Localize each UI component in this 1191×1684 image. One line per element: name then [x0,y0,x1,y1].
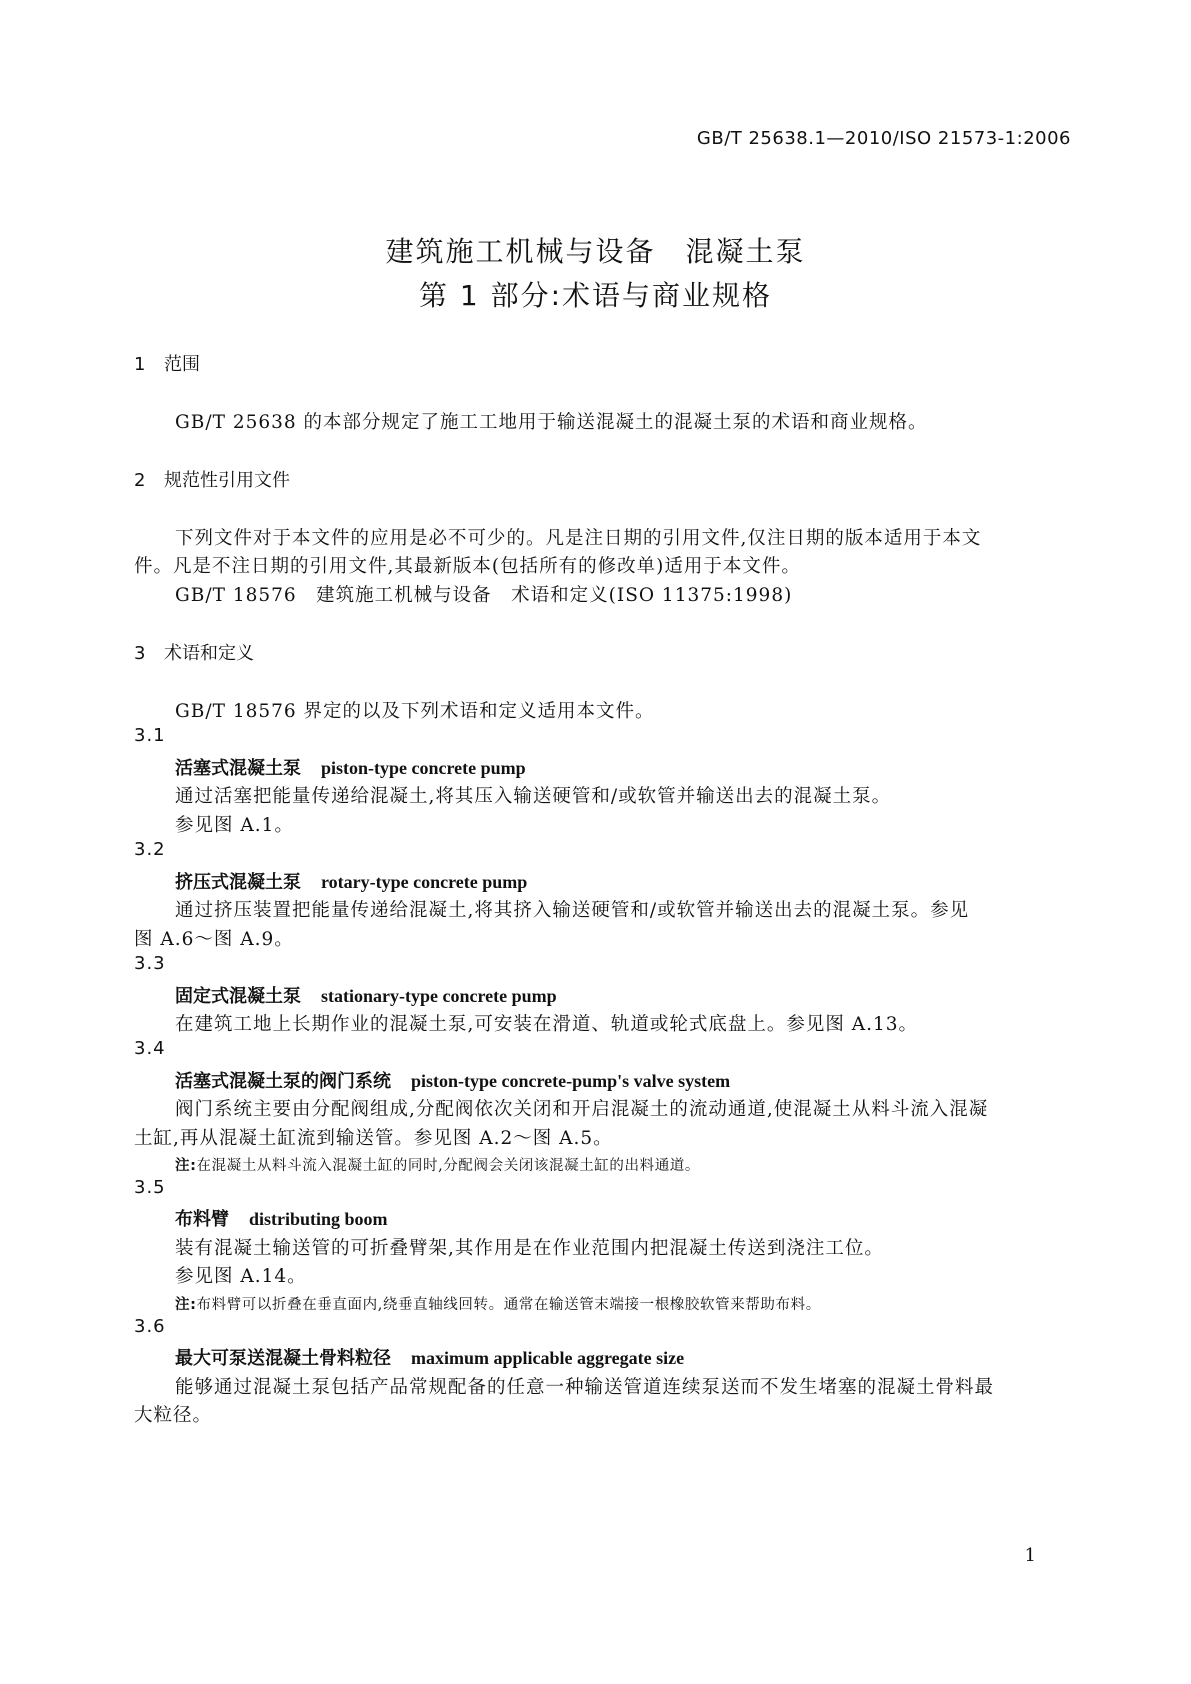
term-en: piston-type concrete-pump's valve system [411,1071,731,1091]
scope-paragraph: GB/T 25638 的本部分规定了施工工地用于输送混凝土的混凝土泵的术语和商业规格。 [175,412,928,433]
note-text: 在混凝土从料斗流入混凝土缸的同时,分配阀会关闭该混凝土缸的出料通道。 [196,1158,701,1174]
standard-code: GB/T 25638.1—2010/ISO 21573-1:2006 [696,128,1071,149]
section-title: 范围 [164,354,200,375]
term-en: stationary-type concrete pump [321,986,557,1006]
section-title: 术语和定义 [164,643,254,664]
section-heading-terms [134,639,254,665]
section-number: 1 [134,354,146,375]
definition-line: 通过挤压装置把能量传递给混凝土,将其挤入输送硬管和/或软管并输送出去的混凝土泵。参见 [175,900,970,921]
clause-number: 3.6 [134,1316,166,1337]
clause-note [175,1154,700,1175]
section-heading-scope [134,350,200,376]
clause-number: 3.5 [134,1177,166,1198]
term-zh: 活塞式混凝土泵的阀门系统 [175,1071,391,1092]
section-number: 2 [134,470,146,491]
definition-line: 土缸,再从混凝土缸流到输送管。参见图 A.2～图 A.5。 [134,1128,613,1149]
page-number: 1 [1024,1545,1036,1566]
note-label: 注: [175,1297,197,1313]
term-entry [175,982,557,1008]
definition-line: 装有混凝土输送管的可折叠臂架,其作用是在作业范围内把混凝土传送到浇注工位。 [175,1238,884,1259]
term-zh: 固定式混凝土泵 [175,986,301,1007]
term-zh: 活塞式混凝土泵 [175,758,301,779]
clause-number: 3.4 [134,1038,166,1059]
note-text: 布料臂可以折叠在垂直面内,绕垂直轴线回转。通常在输送管末端接一根橡胶软管来帮助布料。 [196,1297,821,1313]
definition-line: 大粒径。 [134,1405,213,1426]
definition-line: 阀门系统主要由分配阀组成,分配阀依次关闭和开启混凝土的流动通道,使混凝土从料斗流入混凝 [175,1099,989,1120]
term-en: piston-type concrete pump [321,758,526,778]
clause-number: 3.3 [134,953,166,974]
definition-line: 在建筑工地上长期作业的混凝土泵,可安装在滑道、轨道或轮式底盘上。参见图 A.13。 [175,1014,919,1035]
term-entry [175,1344,684,1370]
note-label: 注: [175,1158,197,1174]
references-paragraph-line2: 件。凡是不注日期的引用文件,其最新版本(包括所有的修改单)适用于本文件。 [134,556,801,577]
section-heading-references [134,466,290,492]
term-entry [175,1205,388,1231]
clause-note [175,1293,821,1314]
term-entry [175,1067,730,1093]
references-paragraph-line1: 下列文件对于本文件的应用是必不可少的。凡是注日期的引用文件,仅注日期的版本适用于本文 [175,528,982,549]
term-entry [175,754,526,780]
section-number: 3 [134,643,146,664]
referenced-document: GB/T 18576 建筑施工机械与设备 术语和定义(ISO 11375:1998) [175,585,793,606]
definition-line: 参见图 A.14。 [175,1266,307,1287]
document-title-line1: 建筑施工机械与设备 混凝土泵 [385,235,806,268]
section-title: 规范性引用文件 [164,470,290,491]
document-title-line2: 第 1 部分:术语与商业规格 [418,279,773,312]
term-zh: 布料臂 [175,1209,229,1230]
terms-intro-paragraph: GB/T 18576 界定的以及下列术语和定义适用本文件。 [175,701,655,722]
term-zh: 挤压式混凝土泵 [175,872,301,893]
term-en: maximum applicable aggregate size [411,1348,685,1368]
definition-line: 参见图 A.1。 [175,815,294,836]
term-en: distributing boom [249,1209,388,1229]
definition-line: 能够通过混凝土泵包括产品常规配备的任意一种输送管道连续泵送而不发生堵塞的混凝土骨料最 [175,1377,995,1398]
term-entry [175,868,527,894]
clause-number: 3.1 [134,725,166,746]
term-en: rotary-type concrete pump [321,872,528,892]
definition-line: 通过活塞把能量传递给混凝土,将其压入输送硬管和/或软管并输送出去的混凝土泵。 [175,786,892,807]
term-zh: 最大可泵送混凝土骨料粒径 [175,1348,391,1369]
clause-number: 3.2 [134,839,166,860]
definition-line: 图 A.6～图 A.9。 [134,929,294,950]
